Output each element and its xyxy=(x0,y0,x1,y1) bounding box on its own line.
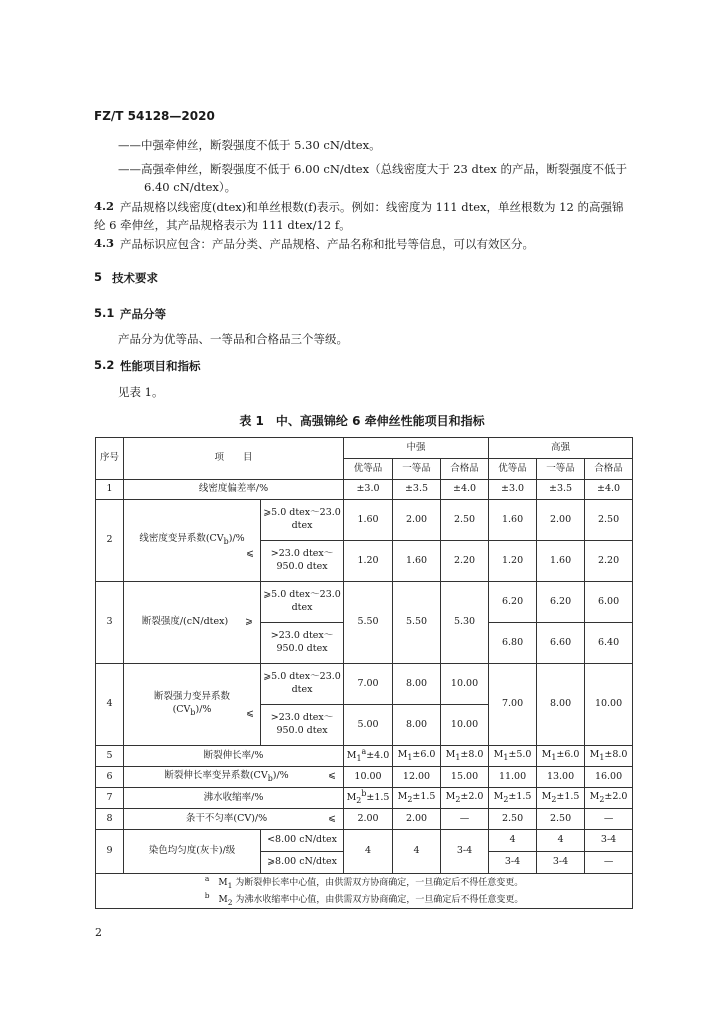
row-item xyxy=(124,664,261,746)
cell: 3-4 xyxy=(585,830,633,852)
page-number: 2 xyxy=(95,926,102,939)
cell: $M_1\pm 6.0$ xyxy=(393,746,441,767)
cell: 6.80 xyxy=(489,623,537,664)
cell: $M_2\pm 1.5$ xyxy=(393,788,441,809)
row-no: 1 xyxy=(96,480,124,500)
cell: 4 xyxy=(344,830,393,874)
def-high-line2: 6.40 cN/dtex）。 xyxy=(144,180,237,194)
clause-4-2-number: 4.2 xyxy=(94,199,115,213)
clause-4-3-number: 4.3 xyxy=(94,236,115,250)
section-5-number: 5 xyxy=(94,270,103,284)
performance-table xyxy=(95,437,633,909)
row-no: 8 xyxy=(96,809,124,830)
clause-5-2-title: 性能项目和指标 xyxy=(120,359,201,373)
clause-4-2-line1: 产品规格以线密度(dtex)和单丝根数(f)表示。例如：线密度为 111 dtex，单丝根数为 12 的高强锦 xyxy=(120,200,624,214)
row-subitem: >23.0 dtex～950.0 dtex xyxy=(261,623,344,664)
cell: 12.00 xyxy=(393,767,441,788)
cell: 7.00 xyxy=(344,664,393,705)
header-item: 项 目 xyxy=(124,438,344,480)
cell: 2.00 xyxy=(537,500,585,541)
cell: $M_2\pm 2.0$ xyxy=(585,788,633,809)
clause-5-2-text: 见表 1。 xyxy=(118,385,164,399)
cell: 8.00 xyxy=(393,705,441,746)
clause-5-2-number: 5.2 xyxy=(94,358,115,372)
cell: 1.60 xyxy=(344,500,393,541)
le-symbol: ⩽ xyxy=(328,812,337,824)
clause-4-3-text: 产品标识应包含：产品分类、产品规格、产品名称和批号等信息，可以有效区分。 xyxy=(120,237,534,251)
cell: 3-4 xyxy=(537,852,585,874)
cell: 6.20 xyxy=(489,582,537,623)
table-row xyxy=(96,664,633,705)
cell: 10.00 xyxy=(344,767,393,788)
le-symbol: ⩽ xyxy=(246,708,254,719)
cell: — xyxy=(441,809,489,830)
table-footnote-row xyxy=(96,874,633,909)
table-row xyxy=(96,746,633,767)
cell: 2.20 xyxy=(441,541,489,582)
cell: 10.00 xyxy=(441,705,489,746)
cell: $M_1\pm 8.0$ xyxy=(585,746,633,767)
header-grade: 优等品 xyxy=(489,459,537,480)
row-no: 6 xyxy=(96,767,124,788)
cell: 2.50 xyxy=(537,809,585,830)
table-header-row xyxy=(96,438,633,459)
def-medium: ——中强牵伸丝，断裂强度不低于 5.30 cN/dtex。 xyxy=(118,138,381,152)
cell: 5.00 xyxy=(344,705,393,746)
row-item: 沸水收缩率/% xyxy=(124,788,344,809)
clause-5-1-text: 产品分为优等品、一等品和合格品三个等级。 xyxy=(118,332,348,346)
cell: 4 xyxy=(393,830,441,874)
row-item-text: 断裂伸长率变异系数$(CV_b)/\%$ xyxy=(164,769,289,783)
cell: ±3.5 xyxy=(537,480,585,500)
cell: 2.00 xyxy=(393,809,441,830)
header-high: 高强 xyxy=(489,438,633,459)
row-item xyxy=(124,500,261,582)
cell: 6.00 xyxy=(585,582,633,623)
cell: 8.00 xyxy=(393,664,441,705)
header-grade: 优等品 xyxy=(344,459,393,480)
cell: 8.00 xyxy=(537,664,585,746)
row-subitem: >23.0 dtex～950.0 dtex xyxy=(261,541,344,582)
row-no: 7 xyxy=(96,788,124,809)
row-item: 染色均匀度(灰卡)/级 xyxy=(124,830,261,874)
clause-5-1-number: 5.1 xyxy=(94,306,115,320)
cell: 6.40 xyxy=(585,623,633,664)
row-item-text: $(CV_b)/\%$ xyxy=(172,703,212,717)
cell: $M_2\pm 1.5$ xyxy=(489,788,537,809)
header-grade: 一等品 xyxy=(537,459,585,480)
row-item xyxy=(124,582,261,664)
def-high-line1: ——高强牵伸丝，断裂强度不低于 6.00 cN/dtex（总线密度大于 23 dtex 的产品，断裂强度不低于 xyxy=(118,162,627,176)
cell: 10.00 xyxy=(585,664,633,746)
cell: — xyxy=(585,809,633,830)
cell: 11.00 xyxy=(489,767,537,788)
row-no: 3 xyxy=(96,582,124,664)
row-item-text: 条干不匀率(CV)/% xyxy=(185,812,268,824)
footnote-b: $^b$ $M_2$ 为沸水收缩率中心值，由供需双方协商确定，一旦确定后不得任意变更。 xyxy=(204,890,524,907)
cell: 6.20 xyxy=(537,582,585,623)
le-symbol: ⩽ xyxy=(246,548,254,559)
cell: 6.60 xyxy=(537,623,585,664)
table-row xyxy=(96,767,633,788)
cell: 3-4 xyxy=(441,830,489,874)
table-row xyxy=(96,480,633,500)
standard-number: FZ/T 54128—2020 xyxy=(94,109,215,123)
table-row xyxy=(96,582,633,623)
clause-4-2-line2: 纶 6 牵伸丝，其产品规格表示为 111 dtex/12 f。 xyxy=(94,218,351,232)
row-subitem: ⩾5.0 dtex～23.0 dtex xyxy=(261,582,344,623)
header-grade: 合格品 xyxy=(585,459,633,480)
cell: 2.50 xyxy=(585,500,633,541)
header-grade: 一等品 xyxy=(393,459,441,480)
table-row xyxy=(96,788,633,809)
cell: $M_2\pm 1.5$ xyxy=(537,788,585,809)
cell: 2.00 xyxy=(344,809,393,830)
row-item xyxy=(124,767,344,788)
row-subitem: <8.00 cN/dtex xyxy=(261,830,344,852)
table-row xyxy=(96,830,633,852)
cell: 1.60 xyxy=(489,500,537,541)
row-subitem: >23.0 dtex～950.0 dtex xyxy=(261,705,344,746)
table-row xyxy=(96,500,633,541)
cell: 15.00 xyxy=(441,767,489,788)
cell: 7.00 xyxy=(489,664,537,746)
cell: ±3.0 xyxy=(489,480,537,500)
row-item: 线密度偏差率/% xyxy=(124,480,344,500)
row-item-text: 线密度变异系数$(CV_b)/\%$ xyxy=(139,533,245,547)
header-no: 序号 xyxy=(96,438,124,480)
cell: 4 xyxy=(537,830,585,852)
row-subitem: ⩾5.0 dtex～23.0 dtex xyxy=(261,664,344,705)
cell: $M_1\pm 5.0$ xyxy=(489,746,537,767)
cell: 2.50 xyxy=(489,809,537,830)
cell: $M_1\pm 6.0$ xyxy=(537,746,585,767)
cell: 16.00 xyxy=(585,767,633,788)
ge-symbol: ⩾ xyxy=(245,616,253,628)
row-no: 4 xyxy=(96,664,124,746)
cell: 10.00 xyxy=(441,664,489,705)
cell: 1.20 xyxy=(489,541,537,582)
cell: $M_2\pm 2.0$ xyxy=(441,788,489,809)
cell: $M_1\pm 8.0$ xyxy=(441,746,489,767)
cell: 1.60 xyxy=(393,541,441,582)
cell: 5.30 xyxy=(441,582,489,664)
clause-5-1-title: 产品分等 xyxy=(120,307,166,321)
cell: ±4.0 xyxy=(441,480,489,500)
cell: 5.50 xyxy=(344,582,393,664)
cell: — xyxy=(585,852,633,874)
cell: 1.60 xyxy=(537,541,585,582)
footnote-a: $^a$ $M_1$ 为断裂伸长率中心值，由供需双方协商确定，一旦确定后不得任意变更。 xyxy=(204,874,524,890)
section-5-title: 技术要求 xyxy=(112,271,158,285)
cell: ±4.0 xyxy=(585,480,633,500)
cell: 4 xyxy=(489,830,537,852)
cell: 1.20 xyxy=(344,541,393,582)
table-footnotes xyxy=(96,874,633,909)
row-item: 断裂伸长率/% xyxy=(124,746,344,767)
table-row xyxy=(96,809,633,830)
row-item xyxy=(124,809,344,830)
row-subitem: ⩾5.0 dtex～23.0 dtex xyxy=(261,500,344,541)
cell: ±3.5 xyxy=(393,480,441,500)
row-no: 9 xyxy=(96,830,124,874)
cell: $M_1^a\pm 4.0$ xyxy=(344,746,393,767)
cell: 2.50 xyxy=(441,500,489,541)
row-no: 5 xyxy=(96,746,124,767)
header-grade: 合格品 xyxy=(441,459,489,480)
table-caption: 表 1 中、高强锦纶 6 牵伸丝性能项目和指标 xyxy=(239,414,485,428)
row-item-text: 断裂强力变异系数 xyxy=(153,690,230,702)
cell: 2.20 xyxy=(585,541,633,582)
cell: 5.50 xyxy=(393,582,441,664)
row-item-text: 断裂强度/(cN/dtex) xyxy=(141,616,229,628)
cell: 3-4 xyxy=(489,852,537,874)
cell: ±3.0 xyxy=(344,480,393,500)
cell: $M_2^b\pm 1.5$ xyxy=(344,788,393,809)
row-subitem: ⩾8.00 cN/dtex xyxy=(261,852,344,874)
row-no: 2 xyxy=(96,500,124,582)
header-medium: 中强 xyxy=(344,438,489,459)
cell: 13.00 xyxy=(537,767,585,788)
le-symbol: ⩽ xyxy=(328,769,337,781)
cell: 2.00 xyxy=(393,500,441,541)
